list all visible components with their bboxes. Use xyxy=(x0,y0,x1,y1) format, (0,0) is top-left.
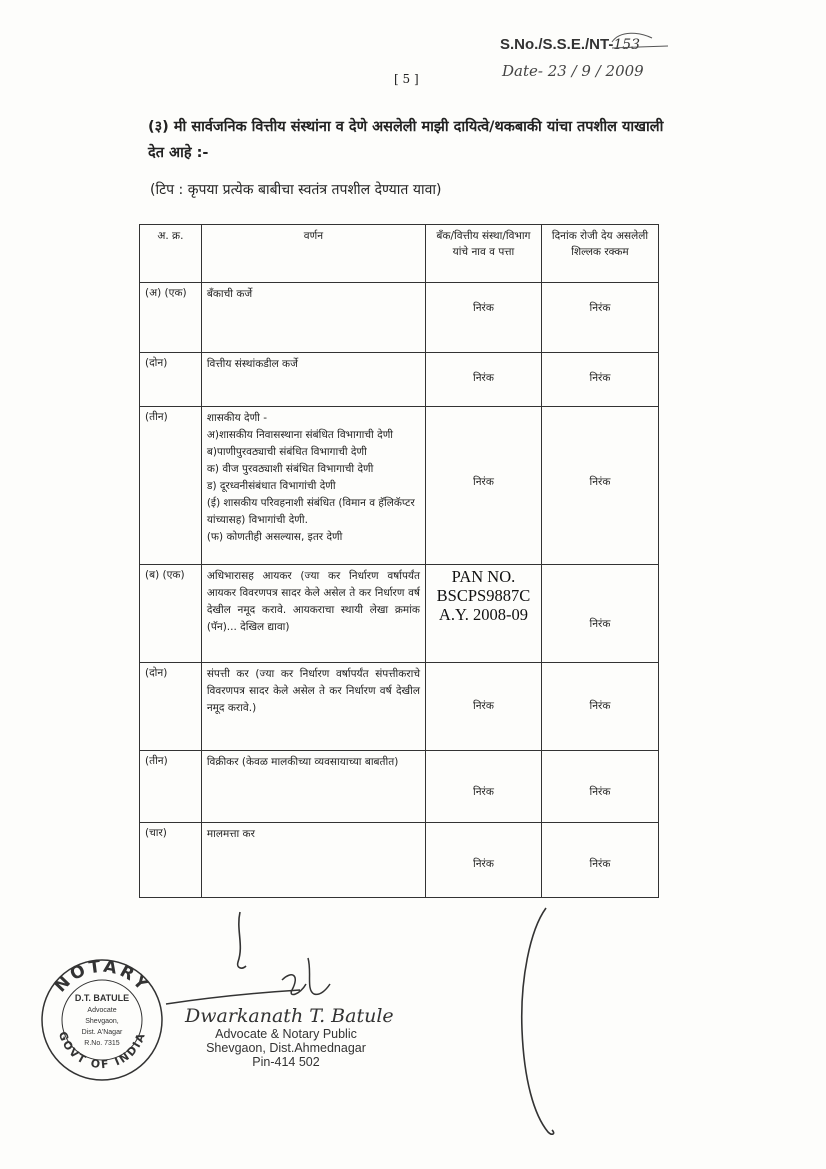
row-institution: निरंक xyxy=(425,407,541,565)
desc-line: अ)शासकीय निवासस्थाना संबंधित विभागाची देणी xyxy=(206,429,393,441)
row-number: (चार) xyxy=(140,823,202,898)
row-balance: निरंक xyxy=(541,353,658,407)
stamp-line: D.T. BATULE xyxy=(74,993,130,1003)
desc-line: (फ) कोणतीही असल्यास, इतर देणी xyxy=(206,531,343,543)
row-number: (तीन) xyxy=(140,751,202,823)
row-number: (अ) (एक) xyxy=(140,283,202,353)
svg-text:GOVT OF INDIA xyxy=(56,1030,148,1071)
row-description: विक्रीकर (केवळ मालकीच्या व्यवसायाच्या बाबतीत) xyxy=(201,751,425,823)
row-number: (दोन) xyxy=(140,663,202,751)
row-balance: निरंक xyxy=(541,751,658,823)
serial-value: 153 xyxy=(613,37,641,53)
row-institution: निरंक xyxy=(425,283,541,353)
note-text: (टिप : कृपया प्रत्येक बाबीचा स्वतंत्र तपशील देण्यात यावा) xyxy=(150,182,442,198)
row-institution: निरंक xyxy=(425,663,541,751)
serial-label: S.No./S.S.E./NT- xyxy=(500,36,614,53)
row-description: वित्तीय संस्थांकडील कर्जे xyxy=(201,353,425,407)
header-institution: बँक/वित्तीय संस्था/विभाग यांचे नाव व पत्ता xyxy=(425,225,541,283)
left-pen-stroke xyxy=(238,912,246,968)
stamp-top-text: NOTARY xyxy=(50,958,154,997)
header-balance: दिनांक रोजी देय असलेली शिल्लक रक्कम xyxy=(541,225,658,283)
page-number: [ 5 ] xyxy=(394,72,419,86)
desc-line: ड) दूरध्वनीसंबंधात विभागांची देणी xyxy=(206,480,336,492)
assessment-year: A.Y. 2008-09 xyxy=(438,605,528,624)
signatory-pin: Pin-414 502 xyxy=(252,1055,320,1069)
stamp-line: R.No. 7315 xyxy=(84,1040,120,1047)
desc-line: क) वीज पुरवठ्याशी संबंधित विभागाची देणी xyxy=(206,463,374,475)
signatory-title: Advocate & Notary Public xyxy=(215,1027,357,1041)
notary-stamp-icon xyxy=(40,958,164,1082)
intro-paragraph: (३) मी सार्वजनिक वित्तीय संस्थांना व देणे असलेली माझी दायित्वे/थकबाकी यांचा तपशील याखाली देत आहे :- xyxy=(148,119,664,161)
row-balance: निरंक xyxy=(541,283,658,353)
row-description: मालमत्ता कर xyxy=(201,823,425,898)
row-institution: निरंक xyxy=(425,823,541,898)
pan-label: PAN NO. xyxy=(451,567,516,586)
row-balance: निरंक xyxy=(541,565,658,663)
signatory-name: Dwarkanath T. Batule xyxy=(185,1005,394,1027)
row-number: (दोन) xyxy=(140,353,202,407)
date-value: 23 / 9 / 2009 xyxy=(547,62,644,80)
desc-line: शासकीय देणी - xyxy=(206,412,268,424)
pan-number: BSCPS9887C xyxy=(436,586,531,605)
row-description: बँकाची कर्जे xyxy=(201,283,425,353)
row-number: (ब) (एक) xyxy=(140,565,202,663)
signatory-details xyxy=(196,1027,376,1069)
row-description: संपत्ती कर (ज्या कर निर्धारण वर्षापर्यंत संपत्तीकराचे विवरणपत्र सादर केले असेल ते कर निर्धारण वर्ष देखील नमूद करावे.) xyxy=(201,663,425,751)
row-balance: निरंक xyxy=(541,663,658,751)
row-number: (तीन) xyxy=(140,407,202,565)
stamp-line: Dist. A'Nagar xyxy=(81,1029,123,1036)
signatory-address: Shevgaon, Dist.Ahmednagar xyxy=(206,1041,366,1055)
row-balance: निरंक xyxy=(541,823,658,898)
signature-icon xyxy=(166,958,330,1004)
stamp-bottom-text: GOVT OF INDIA xyxy=(55,1029,149,1072)
row-description: अधिभारासह आयकर (ज्या कर निर्धारण वर्षापर्यंत आयकर विवरणपत्र सादर केले असेल ते कर निर्धारण वर्ष देखील नमूद करावे. आयकराचा स्थायी लेखा क्रमांक (पॅन)... देखिल द्यावा) xyxy=(201,565,425,663)
desc-line: ब)पाणीपुरवठ्याची संबंधित विभागाची देणी xyxy=(206,446,367,458)
desc-line: (ई) शासकीय परिवहनाशी संबंधित (विमान व हॅलिकॅप्टर यांच्यासह) विभागांची देणी. xyxy=(206,497,415,526)
stamp-line: Advocate xyxy=(87,1007,117,1014)
stamp-line: Shevgaon, xyxy=(85,1018,119,1025)
header-description: वर्णन xyxy=(201,225,425,283)
svg-text:NOTARY xyxy=(51,958,154,997)
row-balance: निरंक xyxy=(541,407,658,565)
serial-underline xyxy=(612,33,668,48)
row-institution: निरंक xyxy=(425,751,541,823)
date-label: Date- xyxy=(502,62,543,80)
row-institution: निरंक xyxy=(425,353,541,407)
header-serial: अ. क्र. xyxy=(140,225,202,283)
right-pen-stroke xyxy=(522,908,554,1134)
